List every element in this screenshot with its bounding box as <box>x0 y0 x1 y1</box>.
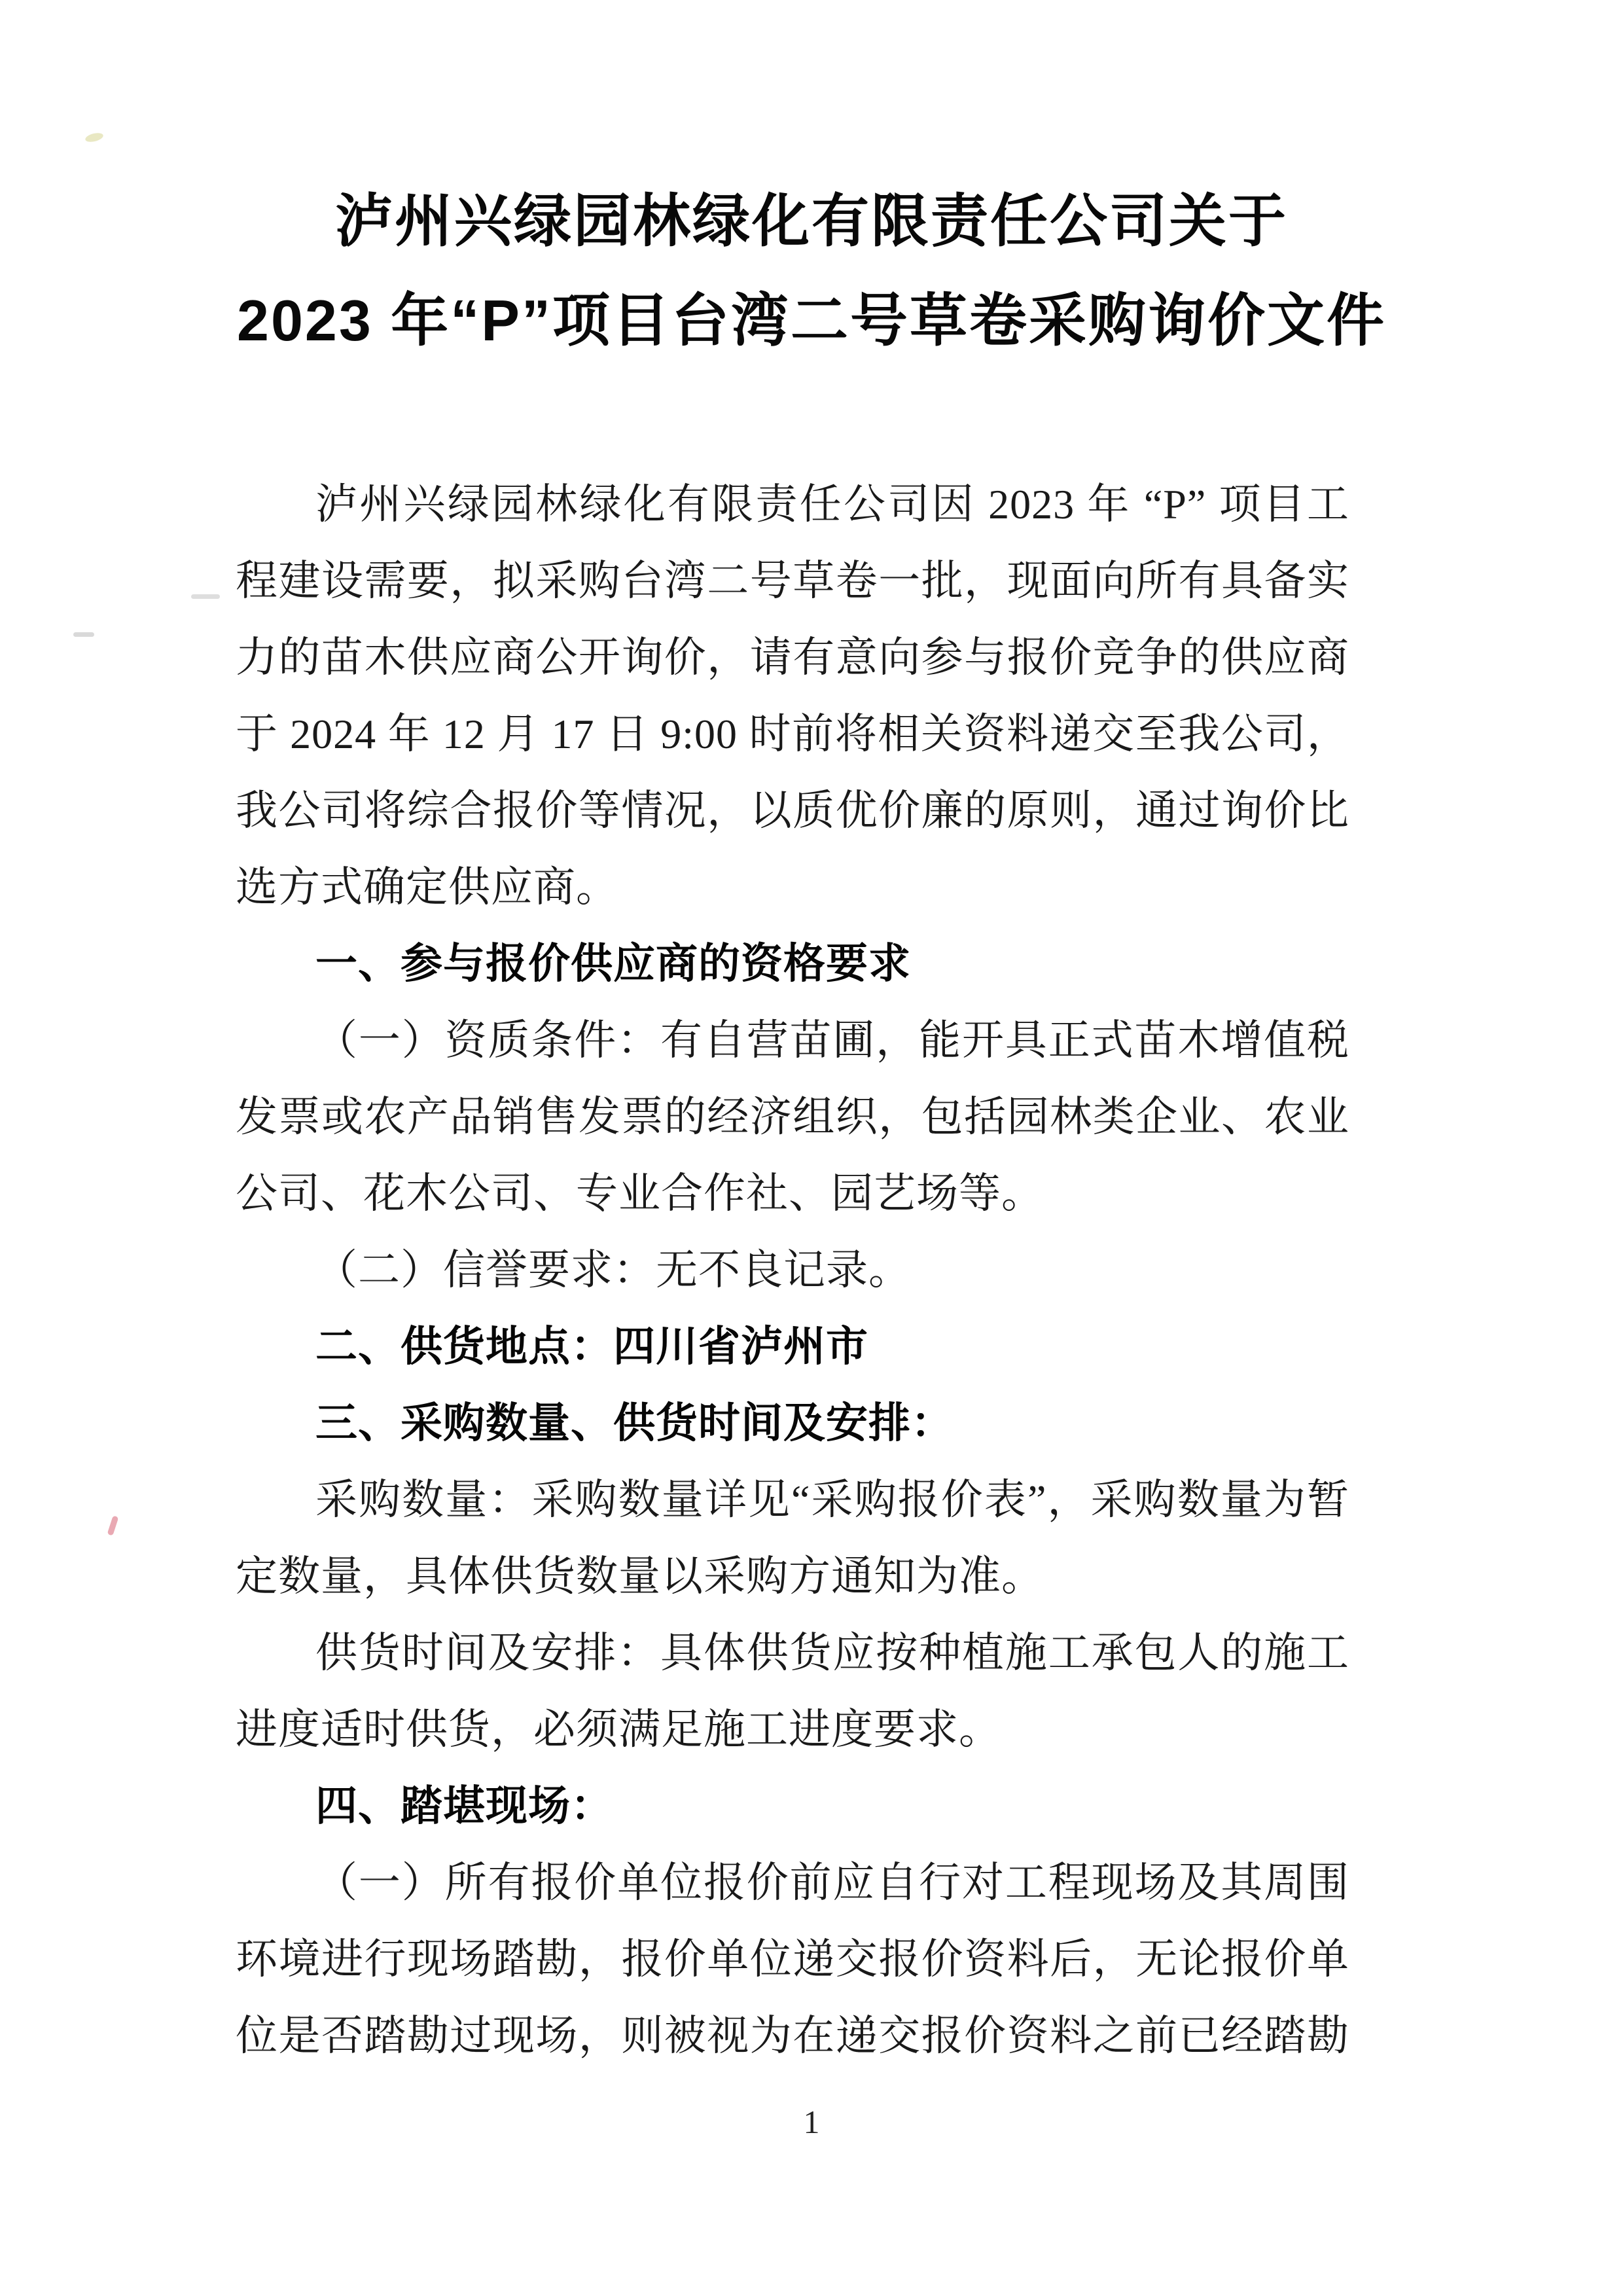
body-line: 采购数量：采购数量详见“采购报价表”，采购数量为暂 <box>315 1477 1349 1523</box>
body-line: （一）资质条件：有自营苗圃，能开具正式苗木增值税 <box>315 1017 1349 1064</box>
body-line: 发票或农产品销售发票的经济组织，包括园林类企业、农业 <box>236 1094 1349 1140</box>
body-line: 力的苗木供应商公开询价，请有意向参与报价竞争的供应商 <box>236 634 1349 681</box>
scan-speck <box>84 132 104 143</box>
body-line: （二）信誉要求：无不良记录。 <box>315 1247 911 1293</box>
body-line: 公司、花木公司、专业合作社、园艺场等。 <box>236 1170 1044 1217</box>
section-heading-line: 四、踏堪现场： <box>315 1782 613 1829</box>
body-line: 选方式确定供应商。 <box>236 864 618 910</box>
section-heading-line: 二、供货地点：四川省泸州市 <box>315 1323 868 1370</box>
body-line: 环境进行现场踏勘，报价单位递交报价资料后，无论报价单 <box>236 1936 1349 1982</box>
section-heading-line: 三、采购数量、供货时间及安排： <box>315 1399 954 1446</box>
body-line: 我公司将综合报价等情况，以质优价廉的原则，通过询价比 <box>236 787 1349 834</box>
document-title <box>0 171 1623 370</box>
scan-speck <box>73 632 94 637</box>
page-number: 1 <box>803 2104 820 2140</box>
section-heading-line: 一、参与报价供应商的资格要求 <box>315 940 911 987</box>
scan-speck <box>107 1515 119 1535</box>
body-line: 程建设需要，拟采购台湾二号草卷一批，现面向所有具备实 <box>236 558 1349 604</box>
body-line: 供货时间及安排：具体供货应按种植施工承包人的施工 <box>315 1630 1349 1676</box>
body-line: 于 2024 年 12 月 17 日 9:00 时前将相关资料递交至我公司， <box>236 711 1349 757</box>
document-title-line-1: 泸州兴绿园林绿化有限责任公司关于 <box>334 188 1288 253</box>
body-line: 泸州兴绿园林绿化有限责任公司因 2023 年 “P” 项目工 <box>315 481 1349 528</box>
body-line: 进度适时供货，必须满足施工进度要求。 <box>236 1706 1001 1753</box>
body-line: （一）所有报价单位报价前应自行对工程现场及其周围 <box>315 1859 1349 1906</box>
body-line: 位是否踏勘过现场，则被视为在递交报价资料之前已经踏勘 <box>236 2013 1349 2059</box>
scan-speck <box>191 594 220 599</box>
document-body <box>236 466 1349 2074</box>
document-title-line-2: 2023 年“P”项目台湾二号草卷采购询价文件 <box>237 288 1386 353</box>
body-line: 定数量，具体供货数量以采购方通知为准。 <box>236 1553 1044 1600</box>
